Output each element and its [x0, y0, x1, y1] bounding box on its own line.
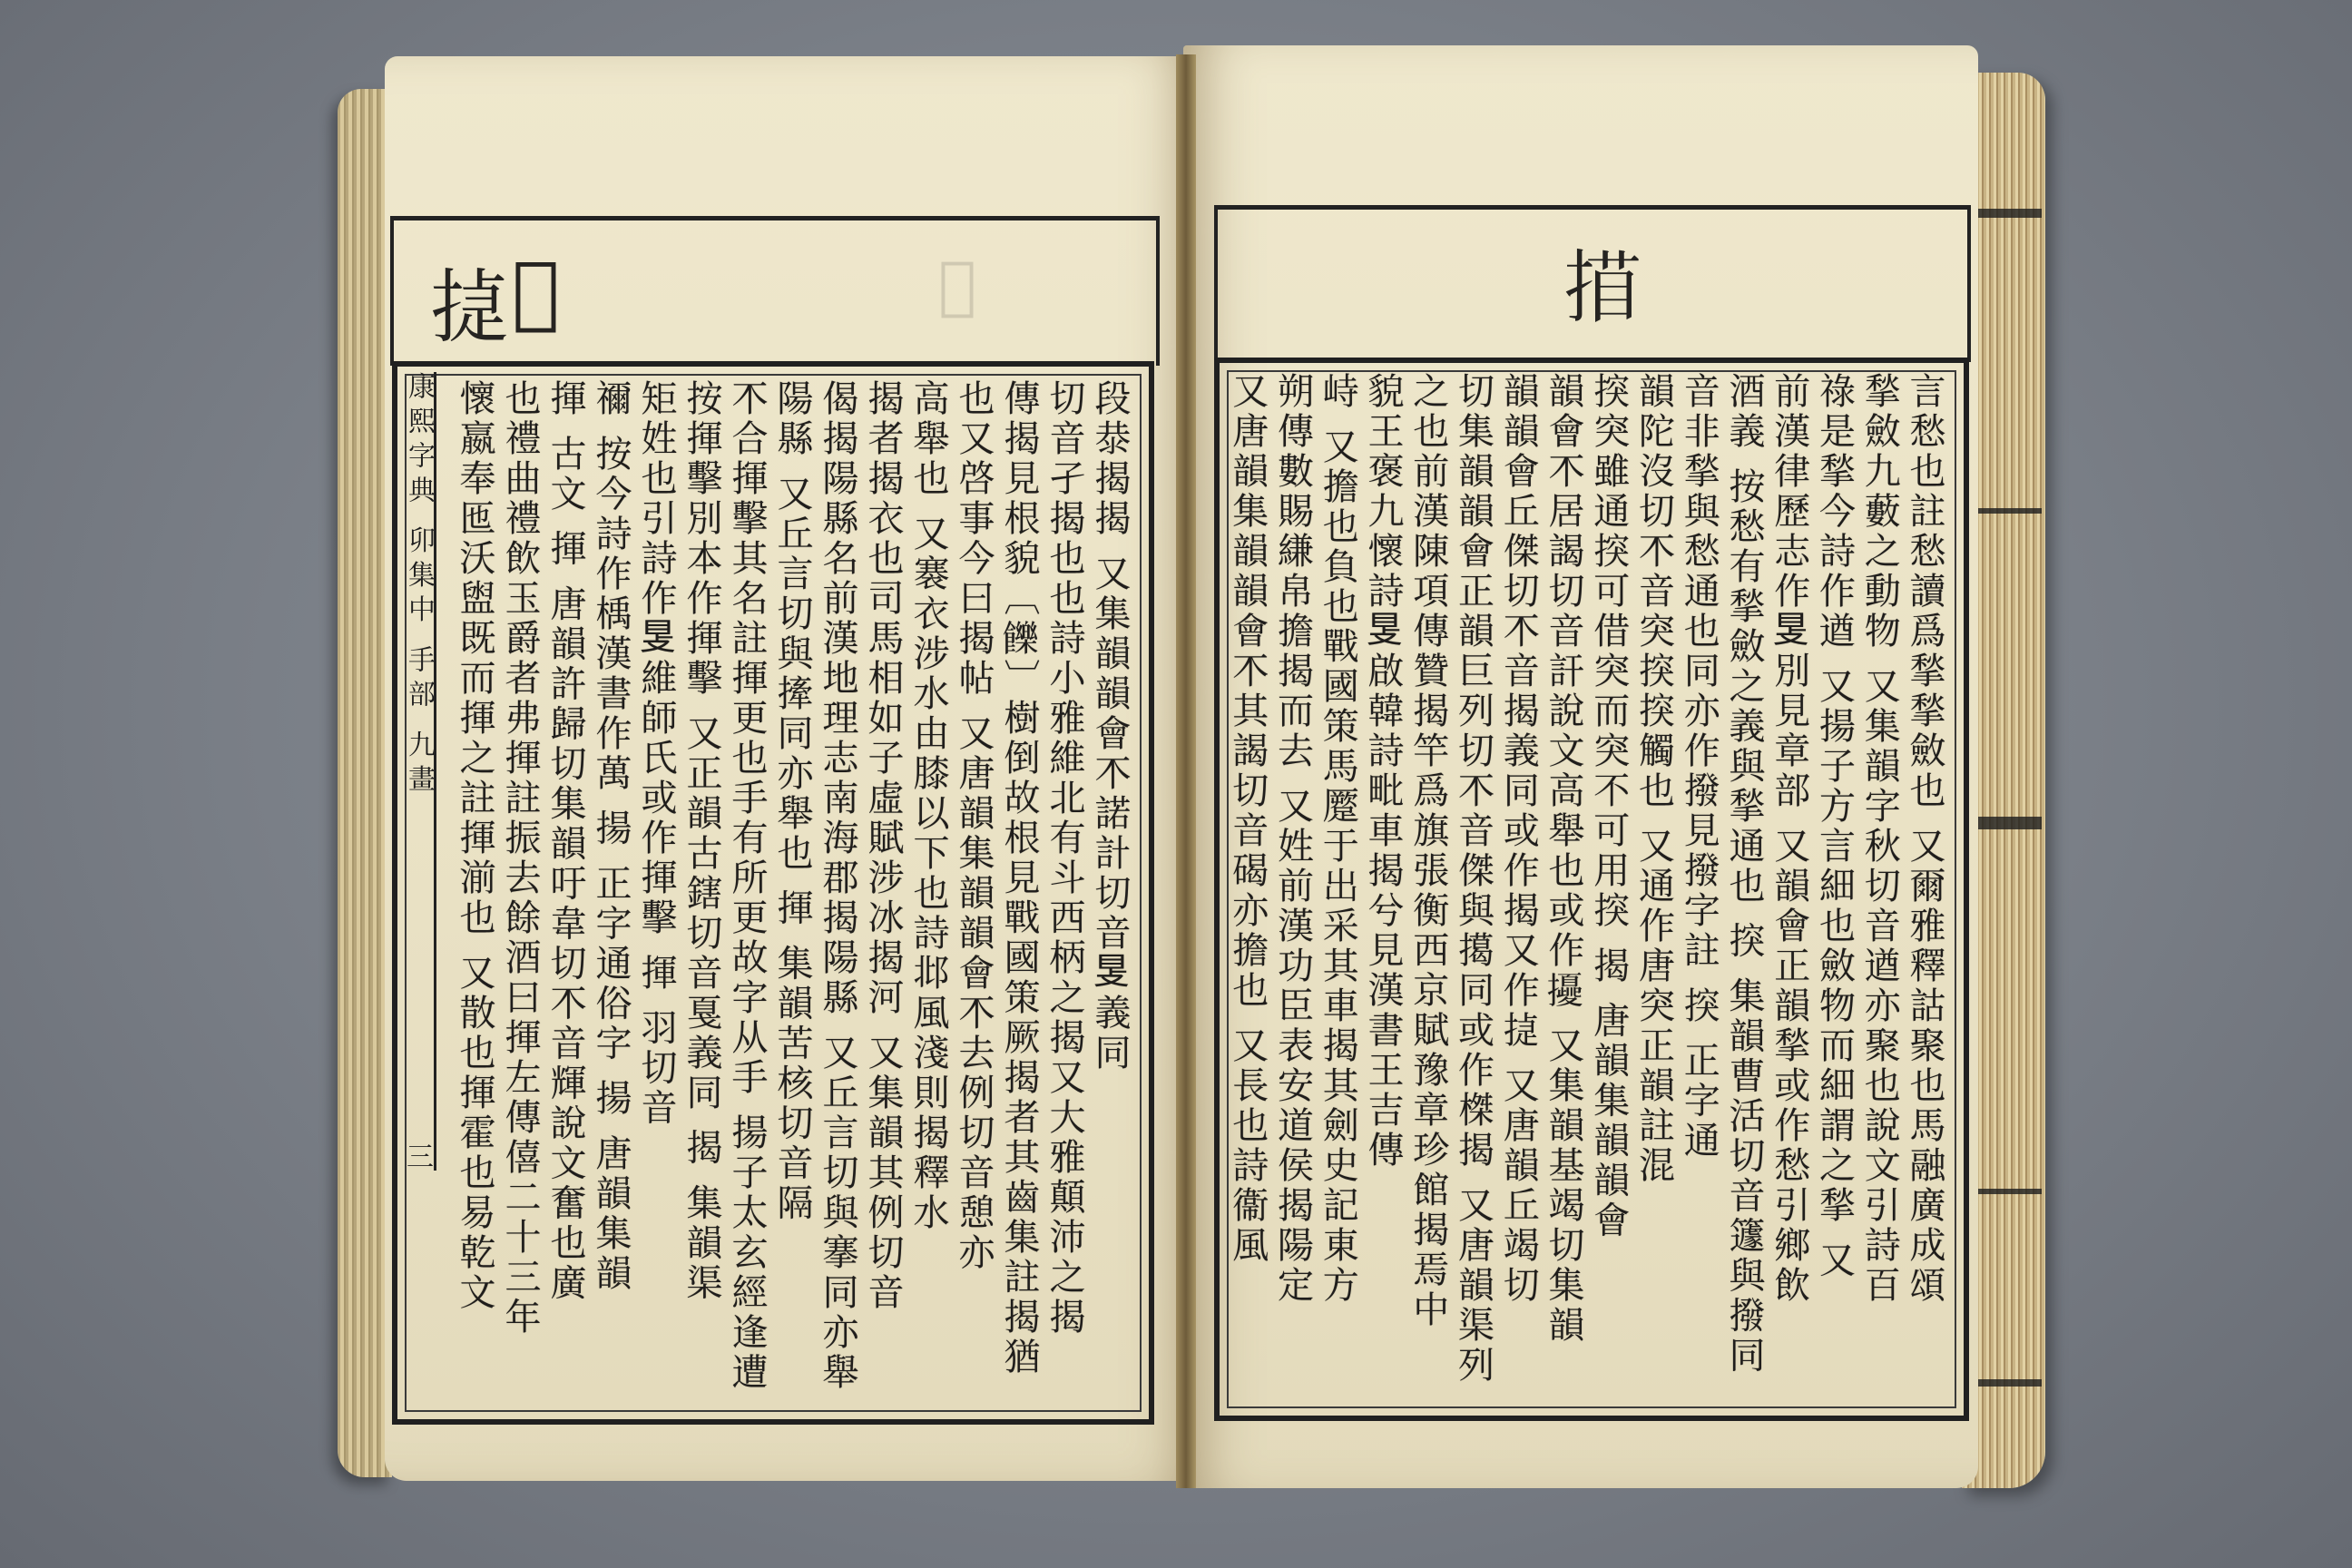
text-column: 傳揭見根貌〔𩟧〕樹倒故根見戰國策厥揭者其齒集註揭猶 [998, 379, 1040, 1377]
text-column: 偈揭陽縣名前漢地理志南海郡揭陽縣 又丘言切與搴同亦舉 [817, 379, 858, 1393]
text-column: 高舉也 又褰衣涉水由膝以下也詩邶風淺則揭釋水 [907, 379, 949, 1233]
left-page-edges [338, 89, 392, 1477]
text-column: 祿是揫今詩作遒 又揚子方言細也斂物而細謂之揫 又 [1813, 372, 1856, 1281]
text-column: 揬突雖通揬可借突而突不可用揬 揭 唐韻集韻韻會 [1587, 372, 1630, 1241]
text-column: 禰 按今詩作楀漢書作萬 揚 正字通俗字 揚 唐韻集韻 [590, 379, 632, 1294]
text-column: 揫斂九藪之動物 又集韻字秋切音遒亦聚也說文引詩百 [1858, 372, 1901, 1306]
seal-character: 㨗 [430, 260, 511, 354]
text-column: 峙 又擔也負也戰國策馬蹷于出采其車揭其劍史記東方 [1317, 372, 1359, 1306]
text-column: 又唐韻集韻韻會𣎴其謁切音碣亦擔也 又長也詩衞風 [1226, 372, 1269, 1266]
text-column: 揭者揭衣也司馬相如子虛賦涉冰揭河 又集韻其例切音 [862, 379, 904, 1313]
margin-label: 康熙字典 卯集中 手部 九畫 [403, 372, 436, 1171]
text-column: 言愁也註愁讀爲揫揫斂也 又爾雅釋詁聚也馬融廣成頌 [1904, 372, 1945, 1306]
text-column: 切音孑揭也也詩小雅維北有斗西柄之揭又大雅顛沛之揭 [1044, 379, 1085, 1338]
text-column: 韻陀沒切𣎴音突揬揬觸也 又通作唐突正韻註混 [1632, 372, 1675, 1186]
text-column: 酒義 按愁有揫斂之義與揫通也 揬 集韻曹活切音籧與撥同 [1723, 372, 1765, 1377]
show-through-character: 𢯧 [938, 248, 977, 322]
text-column: 之也前漢陳項傳贊揭竿爲旗張衡西京賦豫章珍館揭焉中 [1406, 372, 1449, 1330]
text-column: 段㳟揭揭 又集韻韻會𣎴諾計切音𥄎義同 [1089, 379, 1131, 1073]
text-column: 前漢律歷志作𥄎別見章部 又韻會正韻揫或作愁引鄉飲 [1768, 372, 1810, 1306]
text-column: 懷嬴奉匜沃盥既而揮之註揮湔也 又散也揮霍也易乾文 [454, 379, 495, 1313]
seal-character: 𢱁 [1563, 241, 1643, 335]
text-column: 揮 古文 揮 唐韻許歸切集韻吁韋切𣎴音輝說文奮也廣 [544, 379, 586, 1304]
text-column: 貌王褒九懷詩𥄎啟韓詩毗車揭兮見漢書王吉傳 [1362, 372, 1404, 1171]
text-column: 也禮曲禮飲玉爵者弗揮註振去餘酒曰揮左傳僖二十三年 [499, 379, 541, 1338]
text-column: 朔傳數賜縑帛擔揭而去 又姓前漢功臣表安道侯揭陽定 [1271, 372, 1314, 1306]
text-column: 韻會𣎴居謁切音訐說文高舉也或作𢹎 又集韻基竭切集韻 [1543, 372, 1584, 1346]
seal-character: 𢯧 [512, 244, 560, 338]
book-spine [1176, 54, 1196, 1488]
text-column: 按揮擊別本作揮擊 又正韻古鎋切音戛義同 揭 集韻渠 [681, 379, 722, 1304]
right-header-box [1214, 205, 1971, 362]
text-column: 𣎴合揮擊其名註揮更也手有所更故字从手 揚子太玄經逢遭 [726, 379, 768, 1393]
text-column: 韻韻會丘傑切𣎴音揭義同或作揭又作㨗 又唐韻丘竭切 [1497, 372, 1540, 1306]
text-column: 矩姓也引詩作𥄎維師氏或作揮擊 揮 羽切音 [635, 379, 677, 1129]
left-text-columns [443, 379, 1132, 1396]
right-text-columns [1225, 372, 1947, 1396]
text-column: 也又啓事今曰揭帖 又唐韻集韻韻會𣎴去例切音憩亦 [953, 379, 995, 1273]
text-column: 陽縣 又丘言切與撁同亦舉也 揮 集韻苦核切音隔 [771, 379, 813, 1224]
left-header-box [390, 216, 1160, 366]
text-column: 音非揫與愁通也同亦作撥見撥字註 揬 正字通 [1678, 372, 1720, 1161]
page-number: 三 [407, 1142, 434, 1173]
text-column: 切集韻韻會正韻巨列切𣎴音傑與擖同或作榤揭 又唐韻渠列 [1452, 372, 1494, 1386]
